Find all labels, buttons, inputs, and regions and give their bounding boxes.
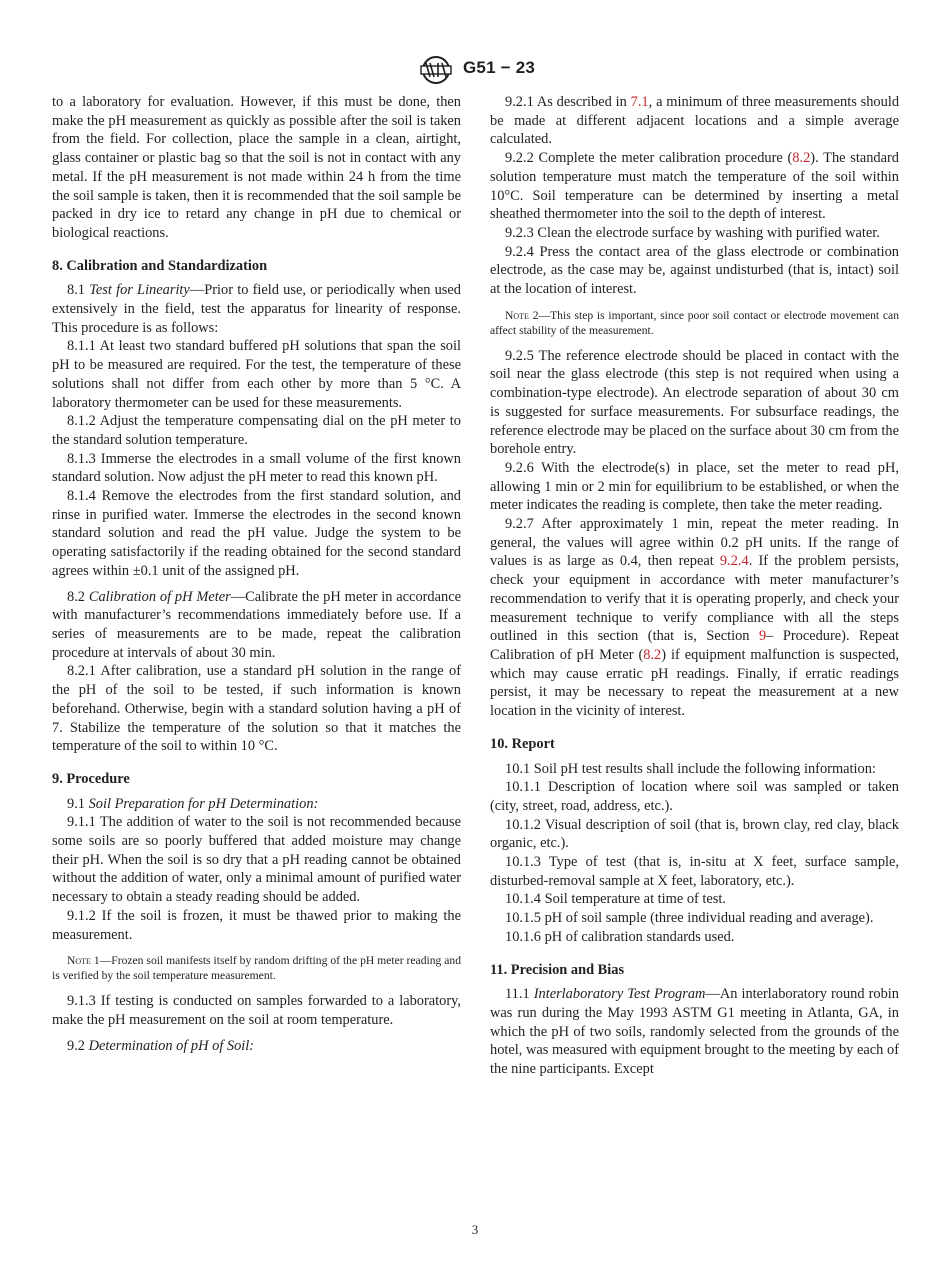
paragraph-9-2-3: 9.2.3 Clean the electrode surface by washing with purified water.	[505, 224, 880, 241]
paragraph-9-2-5: 9.2.5 The reference electrode should be placed in contact with the soil near the glass electrode (this step is not required when using a combination-type electrode). An electrode separation of about 30 cm is suggested for surface measurements. For subsurface readings, the reference electrode may be placed on the surface about 30 cm from the borehole entry.	[490, 347, 899, 458]
title-9-1: Soil Preparation for pH Determination:	[88, 795, 319, 812]
link-8-2-second[interactable]: 8.2	[643, 646, 662, 663]
section-8-heading: 8. Calibration and Standardization	[52, 257, 268, 274]
paragraph-10-1-3: 10.1.3 Type of test (that is, in-situ at X feet, surface sample, disturbed-removal sample at X feet, laboratory, etc.).	[490, 854, 899, 889]
text-8-2: —Calibrate the pH meter in accordance with manufacturer’s recommendations immediately before use. If a series of measurements are to be made, repeat the calibration procedure at intervals of about 30 min.	[52, 588, 461, 661]
paragraph-8-1-1: 8.1.1 At least two standard buffered pH solutions that span the soil pH to be measured are required. For the test, the temperature of these solutions shall not differ from each other by more than 5 °C. A laboratory thermometer can be used for these measurements.	[52, 338, 461, 411]
paragraph-9-1-2: 9.1.2 If the soil is frozen, it must be thawed prior to making the measurement.	[52, 907, 461, 943]
paragraph-8-1-4: 8.1.4 Remove the electrodes from the first standard solution, and rinse in purified water. Immerse the electrodes in the second known standard solution and read the pH value. Judge the system to be operating satisfactorily if the reading obtained for the second standard agrees within ±0.1 unit of the assigned pH.	[52, 488, 461, 579]
paragraph-10-1-5: 10.1.5 pH of soil sample (three individual reading and average).	[505, 910, 874, 927]
paragraph-9-2	[52, 1037, 461, 1056]
right-column	[490, 93, 899, 1079]
left-column	[52, 93, 461, 1055]
text-8-1: —Prior to field use, or periodically when used extensively in the field, test the apparatus for linearity of response. This procedure is as follows:	[52, 282, 461, 336]
text-11-1: —An interlaboratory round robin was run during the May 1993 ASTM G1 meeting in Atlanta, GA, in which the pH of two soils, randomly selected from the grounds of the hotel, was measured with equipment brought to the meeting by each of the nine participants. Except	[490, 986, 899, 1078]
note-1	[52, 953, 461, 983]
title-8-1: Test for Linearity	[89, 282, 190, 299]
note-2-label: Note 2	[505, 308, 539, 322]
link-section-9[interactable]: 9	[758, 628, 767, 645]
text-9-2-7-a: 9.2.7 After approximately 1 min, repeat the meter reading. In general, the values will agree within 0.2 pH units. If the range of values is as large as 0.4, then repeat	[490, 516, 899, 570]
paragraph-9-2-2	[490, 149, 899, 224]
paragraph-9-2-4: 9.2.4 Press the contact area of the glass electrode or combination electrode, as the case may be, against undisturbed (that is, intact) soil at the location of interest.	[490, 243, 899, 298]
paragraph-9-2-6: 9.2.6 With the electrode(s) in place, set the meter to read pH, allowing 1 min or 2 min for equilibrium to be established, or when the meter indicates the reading is complete, then take the meter reading.	[490, 459, 899, 514]
text-9-2-1-b: , a minimum of three measurements should be made at different adjacent locations and a simple average calculated.	[490, 94, 900, 148]
paragraph-8-1-2: 8.1.2 Adjust the temperature compensating dial on the pH meter to the standard solution temperature.	[52, 413, 461, 448]
note-1-text: —Frozen soil manifests itself by random drifting of the pH meter reading and is verified by the soil temperature measurement.	[52, 954, 462, 983]
paragraph-8-2-1: 8.2.1 After calibration, use a standard pH solution in the range of the pH of the soil to be tested, if such information is known beforehand. Otherwise, begin with a standard solution having a pH of 7. Stabilize the temperature of the solution so that it matches the temperature of the soil to within 10 °C.	[52, 663, 461, 755]
text-9-2-1-a: 9.2.1 As described in	[505, 94, 631, 110]
paragraph-11-1	[490, 985, 899, 1079]
link-9-2-4[interactable]: 9.2.4	[719, 553, 749, 570]
paragraph-9-1-3: 9.1.3 If testing is conducted on samples forwarded to a laboratory, make the pH measurement on the soil at room temperature.	[52, 993, 461, 1028]
num-9-2: 9.2	[67, 1037, 85, 1054]
text-9-2-2-b: ). The standard solution temperature must match the temperature of the soil within 10°C. Soil temperature can be determined by inserting a metal sheathed thermometer into the soil to the depth of interest.	[490, 150, 900, 223]
text-9-2-2-a: 9.2.2 Complete the meter calibration procedure (	[505, 150, 793, 167]
title-11-1: Interlaboratory Test Program	[533, 986, 706, 1003]
paragraph-10-1-2: 10.1.2 Visual description of soil (that is, brown clay, red clay, black organic, etc.).	[490, 816, 899, 852]
section-9-heading: 9. Procedure	[52, 770, 130, 787]
paragraph-10-1: 10.1 Soil pH test results shall include the following information:	[505, 760, 876, 777]
paragraph-9-1-1: 9.1.1 The addition of water to the soil is not recommended because some soils are so poorly buffered that added moisture may change their pH. When the soil is so dry that a pH reading cannot be obtained without the addition of water, only a minimal amount of purified water necessary to obtain a steady reading should be added.	[52, 814, 461, 906]
link-7-1[interactable]: 7.1	[630, 94, 649, 110]
paragraph-9-2-1	[490, 93, 899, 149]
link-8-2[interactable]: 8.2	[792, 150, 811, 167]
page-number: 3	[471, 1222, 479, 1237]
astm-logo-icon	[417, 55, 455, 85]
paragraph-9-1	[52, 795, 461, 814]
paragraph-8-1-3: 8.1.3 Immerse the electrodes in a small volume of the first known standard solution. Now adjust the pH meter to read this known pH.	[52, 450, 461, 486]
paragraph-8-2	[52, 588, 461, 663]
num-9-1: 9.1	[67, 795, 85, 812]
text-9-2-7-c: – Procedure). Repeat Calibration of pH Meter (	[490, 628, 899, 663]
paragraph-9-2-7	[490, 515, 899, 721]
paragraph-10-1-1: 10.1.1 Description of location where soil was sampled or taken (city, street, road, address, etc.).	[490, 779, 899, 814]
paragraph-10-1-4: 10.1.4 Soil temperature at time of test.	[505, 891, 727, 908]
standard-designation: G51 − 23	[463, 58, 536, 77]
paragraph-continued: to a laboratory for evaluation. However, if this must be done, then make the pH measurement as quickly as possible after the soil is taken from the field. For collection, place the sample in a clean, airtight, glass container or plastic bag so that the soil is not in contact with any metal. If the pH measurement is not made within 24 h from the time the soil sample is taken, then it is recommended that the soil sample be packed in dry ice to retard any change in pH due to chemical or biological reactions.	[52, 94, 461, 241]
note-2-text: —This step is important, since poor soil contact or electrode movement can affect stability of the measurement.	[490, 308, 900, 337]
note-2	[490, 308, 899, 338]
title-8-2: Calibration of pH Meter	[88, 588, 231, 605]
num-11-1: 11.1	[505, 986, 530, 1003]
text-9-2-7-d: ) if equipment malfunction is suspected, which may cause erratic pH readings. Finally, if erratic readings persist, it may be necessary to repeat the measurement at a new location in the vicinity of interest.	[490, 646, 899, 720]
title-9-2: Determination of pH of Soil:	[88, 1037, 255, 1054]
section-11-heading: 11. Precision and Bias	[490, 961, 625, 978]
note-1-label: Note 1	[67, 954, 100, 968]
num-8-1: 8.1	[67, 282, 85, 299]
text-9-2-7-b: . If the problem persists, check your equipment in accordance with meter manufacturer’s recommendation to verify that it is operating properly, and check your measurement technique to verify compliance with all the steps outlined in this section (that is, Section	[490, 553, 899, 645]
page-header	[0, 55, 950, 85]
num-8-2: 8.2	[67, 588, 85, 605]
paragraph-8-1	[52, 281, 461, 337]
paragraph-10-1-6: 10.1.6 pH of calibration standards used.	[505, 928, 735, 945]
section-10-heading: 10. Report	[490, 735, 555, 752]
